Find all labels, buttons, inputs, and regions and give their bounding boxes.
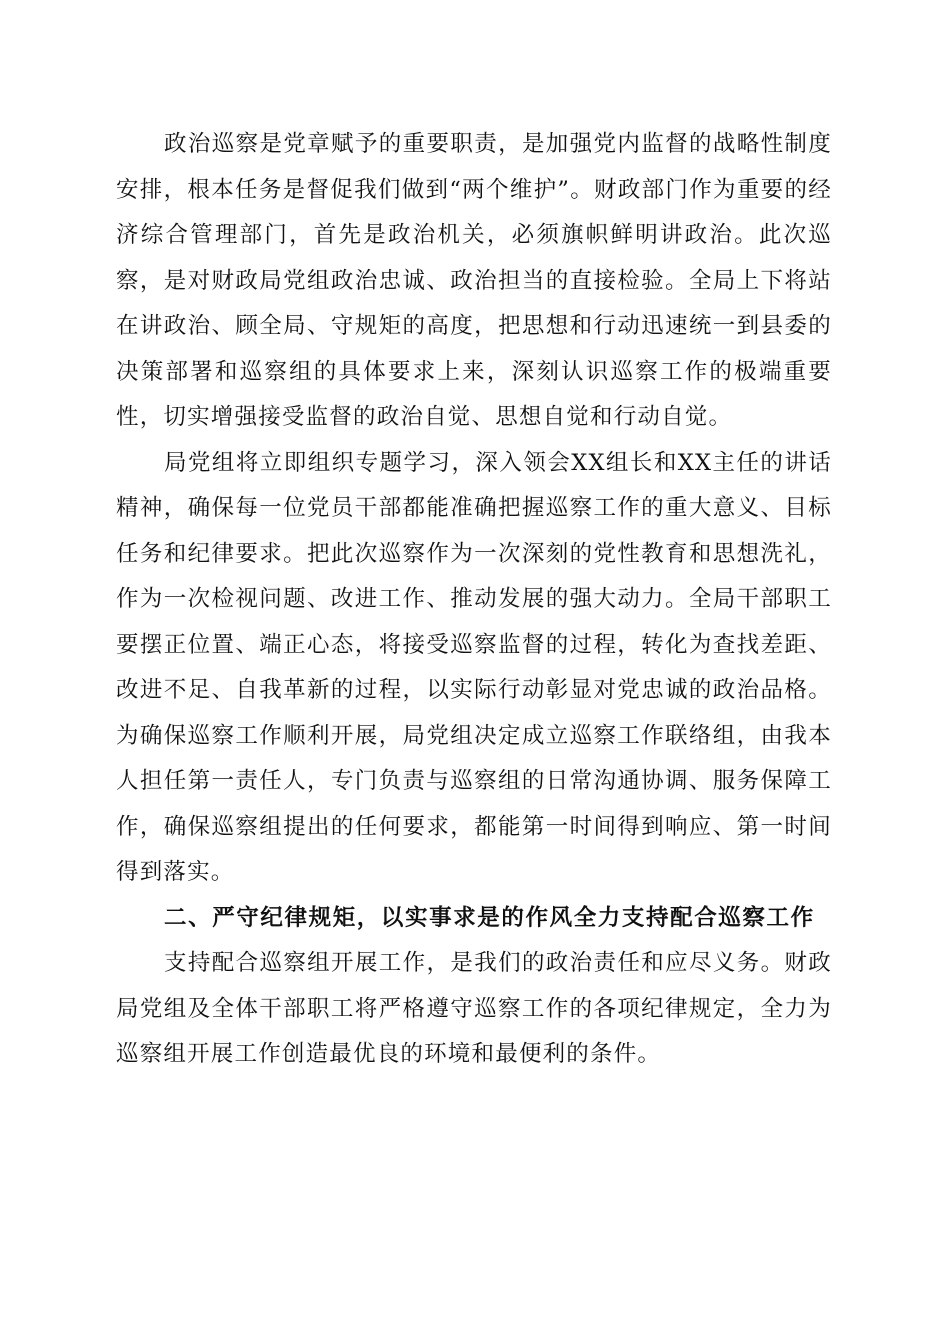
document-page — [116, 122, 832, 1078]
section-heading: 二、严守纪律规矩，以实事求是的作风全力支持配合巡察工作 — [164, 904, 815, 931]
body-paragraph-support: 支持配合巡察组开展工作，是我们的政治责任和应尽义务。财政局党组及全体干部职工将严格遵守巡察工作的各项纪律规定，全力为巡察组开展工作创造最优良的环境和最便利的条件。 — [116, 950, 832, 1067]
body-paragraph-political-inspection: 政治巡察是党章赋予的重要职责，是加强党内监督的战略性制度安排，根本任务是督促我们做到“两个维护”。财政部门作为重要的经济综合管理部门，首先是政治机关，必须旗帜鲜明讲政治。此次巡察，是对财政局党组政治忠诚、政治担当的直接检验。全局上下将站在讲政治、顾全局、守规矩的高度，把思想和行动迅速统一到县委的决策部署和巡察组的具体要求上来，深刻认识巡察工作的极端重要性，切实增强接受监督的政治自觉、思想自觉和行动自觉。 — [116, 131, 832, 430]
body-paragraph-party-study: 局党组将立即组织专题学习，深入领会XX组长和XX主任的讲话精神，确保每一位党员干部都能准确把握巡察工作的重大意义、目标任务和纪律要求。把此次巡察作为一次深刻的党性教育和思想洗礼，作为一次检视问题、改进工作、推动发展的强大动力。全局干部职工要摆正位置、端正心态，将接受巡察监督的过程，转化为查找差距、改进不足、自我革新的过程，以实际行动彰显对党忠诚的政治品格。为确保巡察工作顺利开展，局党组决定成立巡察工作联络组，由我本人担任第一责任人，专门负责与巡察组的日常沟通协调、服务保障工作，确保巡察组提出的任何要求，都能第一时间得到响应、第一时间得到落实。 — [116, 449, 832, 885]
